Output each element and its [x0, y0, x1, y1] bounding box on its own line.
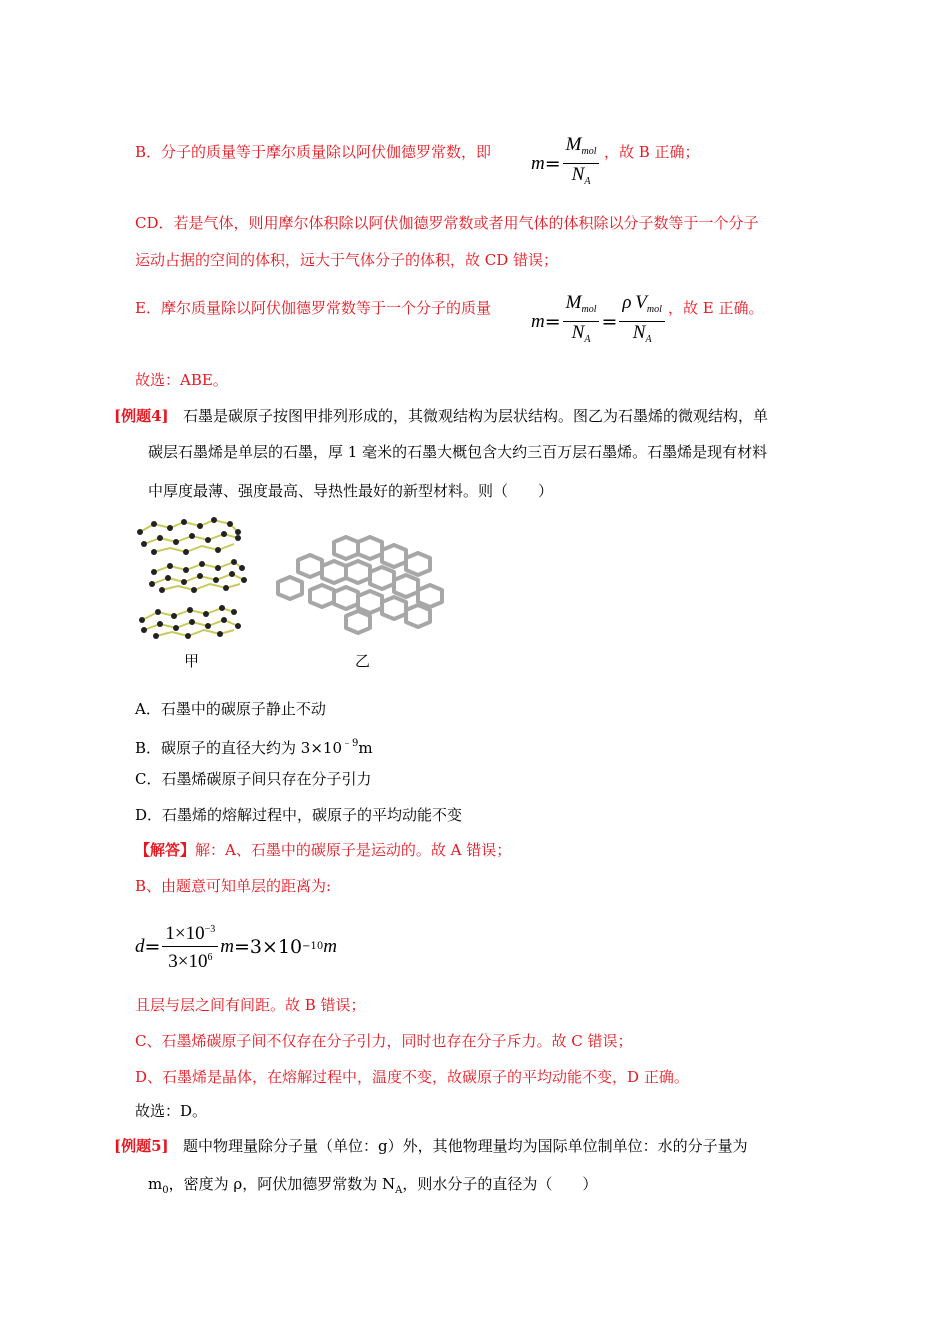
solution-ex4-line4: C、石墨烯碳原子间不仅存在分子引力，同时也存在分子斥力。故 C 错误； [135, 1032, 633, 1050]
example-4-tag: [例题4] [114, 407, 169, 425]
option-a: A．石墨中的碳原子静止不动 [135, 700, 326, 718]
ex4-stem-line2: 碳层石墨烯是单层的石墨，厚 1 毫米的石墨大概包含大约三百万层石墨烯。石墨烯是现有材料 [148, 443, 768, 461]
example-5-tag: [例题5] [114, 1137, 169, 1155]
solution-ex4-line1: 【解答】解：A、石墨中的碳原子是运动的。故 A 错误； [135, 841, 512, 859]
answer-ex3: 故选：ABE。 [135, 371, 228, 389]
solution-ex4-line2: B、由题意可知单层的距离为: [135, 877, 332, 895]
graphene-figure [272, 532, 448, 640]
solution-e-tail: ，故 E 正确。 [668, 299, 764, 317]
ex5-stem-line1: 题中物理量除分子量（单位：g）外，其他物理量均为国际单位制单位：水的分子量为 [183, 1137, 748, 1155]
option-c: C．石墨烯碳原子间只存在分子引力 [135, 770, 372, 788]
answer-ex4: 故选：D。 [135, 1102, 208, 1120]
solution-ex4-line3: 且层与层之间有间距。故 B 错误； [135, 996, 366, 1014]
graphite-layers-figure [134, 512, 250, 647]
formula-molecule-mass-density: m = $\frac{M_{mol}}{N_A}$ = $\frac{\rho V_{mol}}{N_A}$ [531, 292, 667, 351]
ex4-stem-line1: 石墨是碳原子按图甲排列形成的，其微观结构为层状结构。图乙为石墨烯的微观结构，单 [183, 407, 769, 425]
figure-label-jia: 甲 [184, 652, 200, 670]
ex5-stem-line2: $m_0$，密度为 ρ，阿伏加德罗常数为 $N_A$，则水分子的直径为（ ） [148, 1175, 598, 1196]
figure-label-yi: 乙 [355, 652, 371, 670]
solution-cd-line1: CD．若是气体，则用摩尔体积除以阿伏伽德罗常数或者用气体的体积除以分子数等于一个分子 [135, 214, 759, 232]
solution-ex4-line5: D、石墨烯是晶体，在熔解过程中，温度不变，故碳原子的平均动能不变，D 正确。 [135, 1068, 689, 1086]
formula-molecule-mass: m = $\frac{M_{mol}}{N_A}$ [531, 134, 601, 193]
option-d: D．石墨烯的熔解过程中，碳原子的平均动能不变 [135, 806, 463, 824]
solution-b-tail: ，故 B 正确； [604, 143, 700, 161]
solution-b-text: B．分子的质量等于摩尔质量除以阿伏伽德罗常数，即 [135, 143, 492, 161]
solution-e-text: E．摩尔质量除以阿伏伽德罗常数等于一个分子的质量 [135, 299, 491, 317]
option-b: B．碳原子的直径大约为 $3\times 10^{﹣9}m$ [135, 738, 373, 757]
solution-cd-line2: 运动占据的空间的体积，远大于气体分子的体积，故 CD 错误； [135, 251, 559, 269]
ex4-stem-line3: 中厚度最薄、强度最高、导热性最好的新型材料。则（ ） [148, 482, 554, 500]
formula-layer-distance: d = $\frac{1\times 10^{-3}}{3\times 10^6}$ m =3×10 −10 m [135, 919, 337, 974]
